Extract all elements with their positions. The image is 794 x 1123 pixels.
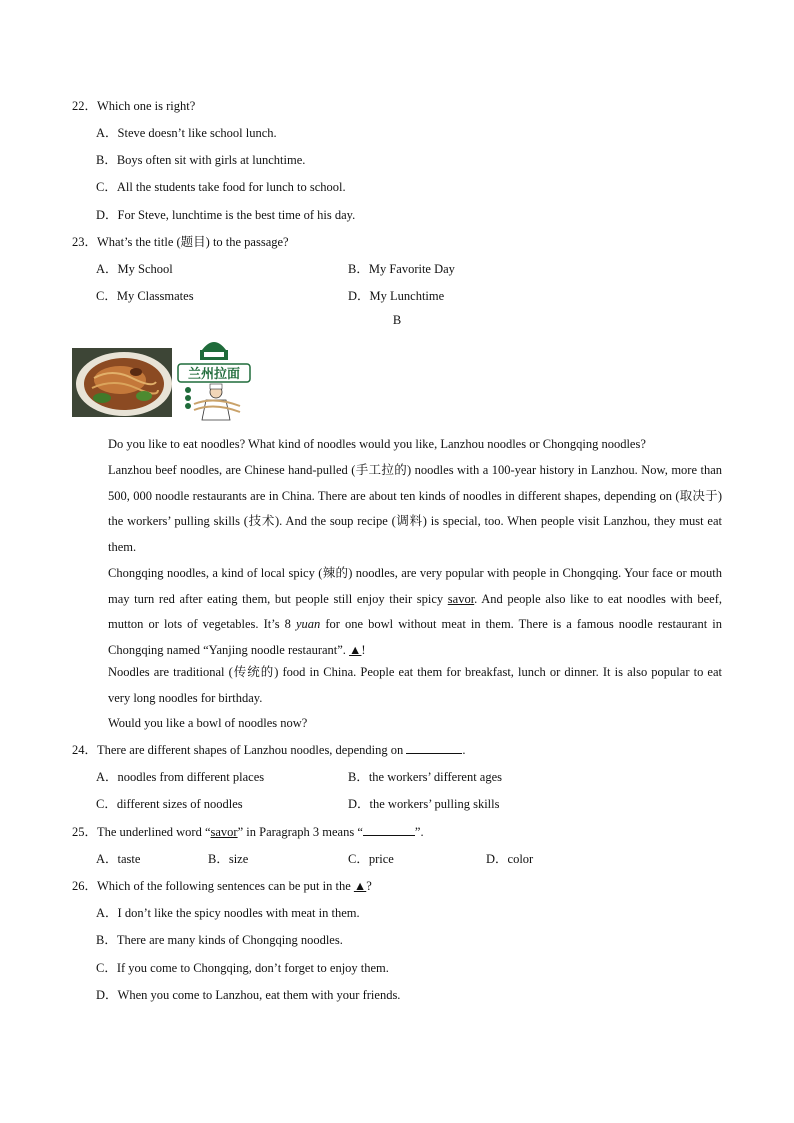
- q23-option-c: C．My Classmates: [96, 289, 194, 303]
- q26-stem-before: 26．Which of the following sentences can be put in the: [72, 879, 354, 893]
- logo-text: 兰州拉面: [187, 367, 241, 382]
- q26-option-d: D．When you come to Lanzhou, eat them with your friends.: [96, 988, 401, 1002]
- q25-stem-end: ”.: [414, 825, 424, 839]
- q25-option-d: D．color: [486, 852, 534, 866]
- q22-option-c: C．All the students take food for lunch to school.: [96, 180, 346, 194]
- q23-option-a: A．My School: [96, 262, 173, 276]
- q25-stem-before: 25．The underlined word “: [72, 825, 211, 839]
- q25-underlined-word: savor: [210, 825, 238, 839]
- section-label: B: [392, 313, 402, 327]
- underlined-word-savor: savor: [447, 591, 475, 606]
- q24-option-b: B．the workers’ different ages: [348, 770, 502, 784]
- q22-option-d: D．For Steve, lunchtime is the best time of his day.: [96, 208, 356, 222]
- q24-option-d: D．the workers’ pulling skills: [348, 797, 500, 811]
- q25-stem: [72, 822, 424, 840]
- passage-p2-text: Lanzhou beef noodles, are Chinese hand-pulled (手工拉的) noodles with a 100-year history in Lanzhou. Now, more than 500, 000 noodle restaurants are in China. There are about ten kinds of noodles in different shapes, depending on (取决于) the workers’ pulling skills (技术). And the soup recipe (调料) is special, too. When people visit Lanzhou, they must eat them.: [108, 463, 722, 554]
- blank-triangle-mark: ▲: [349, 642, 362, 657]
- q23-option-b: B．My Favorite Day: [348, 262, 455, 276]
- q25-stem-mid: ” in Paragraph 3 means “: [237, 825, 363, 839]
- q26-option-b: B．There are many kinds of Chongqing noodles.: [96, 933, 343, 947]
- q24-option-c: C．different sizes of noodles: [96, 797, 243, 811]
- passage-paragraph-4: [72, 660, 722, 711]
- passage-paragraph-1: [72, 432, 722, 458]
- passage-paragraph-3: [72, 561, 722, 663]
- answer-blank: [363, 824, 415, 836]
- q25-option-b: B．size: [208, 852, 249, 866]
- passage-p5-text: Would you like a bowl of noodles now?: [108, 716, 308, 730]
- q22-option-a: A．Steve doesn’t like school lunch.: [96, 126, 277, 140]
- q23-option-d: D．My Lunchtime: [348, 289, 445, 303]
- q26-stem: [72, 876, 372, 894]
- q24-stem-text: 24．There are different shapes of Lanzhou noodles, depending on: [72, 743, 407, 757]
- passage-p4-text: Noodles are traditional (传统的) food in China. People eat them for breakfast, lunch or dinner. It is also popular to eat very long noodles for birthday.: [108, 665, 722, 705]
- passage-p1-text: Do you like to eat noodles? What kind of noodles would you like, Lanzhou noodles or Chongqing noodles?: [108, 437, 646, 451]
- p3-mid: . And people also like to eat noodles with beef, mutton or lots of vegetables. It’s 8: [108, 591, 722, 631]
- noodles-photo: [72, 348, 172, 417]
- q23-stem: 23．What’s the title (题目) to the passage?: [72, 235, 289, 249]
- q25-option-a: A．taste: [96, 852, 141, 866]
- q25-option-c: C．price: [348, 852, 394, 866]
- q26-triangle-mark: ▲: [353, 879, 367, 893]
- q24-stem-end: .: [462, 743, 466, 757]
- q24-option-a: A．noodles from different places: [96, 770, 265, 784]
- q26-option-c: C．If you come to Chongqing, don’t forget to enjoy them.: [96, 961, 389, 975]
- answer-blank: [406, 742, 462, 754]
- p3-end: !: [361, 642, 366, 657]
- q24-stem: [72, 740, 466, 758]
- q22-option-b: B．Boys often sit with girls at lunchtime.: [96, 153, 306, 167]
- p3-after: for one bowl without meat in them. There is a famous noodle restaurant in Chongqing named “Yanjing noodle restaurant”.: [108, 617, 722, 657]
- passage-paragraph-5: [72, 711, 722, 737]
- italic-yuan: yuan: [295, 617, 321, 631]
- q26-stem-end: ?: [366, 879, 372, 893]
- lanzhou-noodles-logo-icon: [174, 336, 254, 426]
- p3-before: Chongqing noodles, a kind of local spicy (辣的) noodles, are very popular with people in Chongqing. Your face or mouth may turn red after eating them, but people still enjoy their spicy: [108, 566, 722, 606]
- passage-paragraph-2: [72, 458, 722, 560]
- q22-stem: 22．Which one is right?: [72, 99, 196, 113]
- q26-option-a: A．I don’t like the spicy noodles with meat in them.: [96, 906, 360, 920]
- passage-p3-text: [72, 561, 722, 663]
